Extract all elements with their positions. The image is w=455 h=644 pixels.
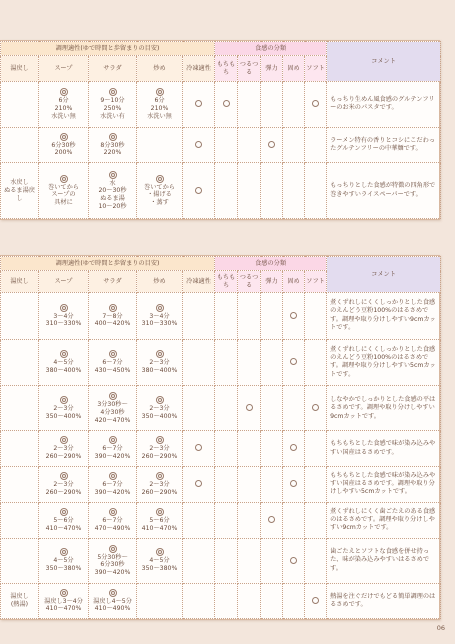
firm-cell	[283, 538, 305, 583]
col-soup: スープ	[39, 271, 89, 293]
itame-cell	[137, 293, 183, 340]
tsurutsuru-cell	[238, 502, 261, 538]
itame-text: 310〜330%	[141, 320, 178, 328]
soup-cell	[39, 386, 89, 431]
tsurutsuru-cell	[238, 431, 261, 466]
tsurutsuru-cell	[238, 163, 261, 219]
salad-text: 9〜10分	[100, 97, 125, 105]
comment-header: コメント	[327, 42, 441, 82]
soup-text: 5〜6分	[53, 516, 74, 524]
circle-icon	[195, 100, 202, 107]
mochimochi-cell	[215, 583, 238, 618]
yumodoshi-text: 湯戻し	[10, 593, 29, 601]
double-circle-icon	[109, 88, 117, 96]
circle-icon	[290, 358, 297, 365]
texture-group-header: 食感の分類	[215, 257, 327, 271]
yumodoshi-cell	[1, 583, 39, 618]
double-circle-icon	[109, 508, 117, 516]
cooking-group-header: 調理適性(ゆで時間と歩留まりの目安)	[1, 257, 215, 271]
mochimochi-cell	[215, 538, 238, 583]
salad-text: 6〜7分	[102, 445, 123, 453]
salad-text: ぬるま湯	[100, 195, 125, 203]
itame-text: 260〜290%	[141, 453, 178, 461]
tsurutsuru-cell	[238, 82, 261, 128]
soft-cell	[305, 386, 327, 431]
table-row	[1, 386, 441, 431]
circle-icon	[268, 141, 275, 148]
firm-cell	[283, 293, 305, 340]
salad-text: 6〜7分	[102, 359, 123, 367]
double-circle-icon	[109, 304, 117, 312]
table-row	[1, 293, 441, 340]
mochimochi-cell	[215, 466, 238, 502]
salad-cell	[89, 82, 137, 128]
tsurutsuru-cell	[238, 538, 261, 583]
circle-icon	[312, 404, 319, 411]
double-circle-icon	[60, 548, 68, 556]
freeze-cell	[183, 163, 215, 219]
itame-cell	[137, 386, 183, 431]
itame-cell	[137, 466, 183, 502]
salad-cell	[89, 466, 137, 502]
yumodoshi-text: ぬるま湯戻し	[4, 186, 35, 202]
circle-icon	[290, 312, 297, 319]
table-row	[1, 466, 441, 502]
cooking-group-header: 調理適性(ゆで時間と歩留まりの目安)	[1, 42, 215, 56]
soup-text: 380〜400%	[45, 366, 82, 374]
salad-text: 湯戻し4〜5分	[93, 597, 132, 605]
soup-text: 6分	[58, 97, 69, 105]
elastic-cell	[261, 127, 283, 163]
salad-text: 20〜30秒	[98, 187, 127, 195]
product-table-2	[0, 255, 440, 620]
circle-icon	[195, 444, 202, 451]
salad-text: 420〜470%	[94, 416, 131, 424]
product-table-1	[0, 40, 440, 220]
comment-cell: もっちり生めん風食感のグルテンフリーのお米のパスタです。	[327, 82, 441, 128]
double-circle-icon	[109, 133, 117, 141]
circle-icon	[223, 100, 230, 107]
col-freeze: 冷凍適性	[183, 56, 215, 82]
elastic-cell	[261, 466, 283, 502]
table-row	[1, 82, 441, 128]
circle-icon	[312, 597, 319, 604]
salad-text: 410〜490%	[94, 605, 131, 613]
double-circle-icon	[60, 304, 68, 312]
mochimochi-cell	[215, 339, 238, 386]
salad-text: 4分30秒	[100, 409, 125, 416]
itame-text: 3〜4分	[149, 312, 170, 320]
soup-text: 2〜3分	[53, 445, 74, 453]
soup-text: 具材に	[54, 199, 73, 207]
mochimochi-cell	[215, 127, 238, 163]
tsurutsuru-cell	[238, 339, 261, 386]
freeze-cell	[183, 502, 215, 538]
salad-text: 470〜490%	[94, 524, 131, 532]
soup-text: 410〜470%	[45, 605, 82, 613]
salad-cell	[89, 386, 137, 431]
col-firm: 固め	[283, 56, 305, 82]
circle-icon	[195, 187, 202, 194]
elastic-cell	[261, 82, 283, 128]
yumodoshi-cell	[1, 127, 39, 163]
soup-text: 350〜380%	[45, 565, 82, 573]
table-row	[1, 538, 441, 583]
col-itame: 炒め	[137, 56, 183, 82]
soup-text: 6分30秒	[51, 141, 76, 149]
double-circle-icon	[156, 396, 164, 404]
salad-text: 390〜420%	[94, 569, 131, 577]
firm-cell	[283, 127, 305, 163]
comment-header: コメント	[327, 257, 441, 293]
itame-text: 260〜290%	[141, 488, 178, 496]
itame-text: 水洗い無	[147, 112, 172, 120]
comment-cell: もっちりとした食感が特徴の四角形で巻きやすいライスペーパーです。	[327, 163, 441, 219]
itame-text: ・揚げる	[147, 191, 172, 199]
itame-cell	[137, 583, 183, 618]
salad-text: 7〜8分	[102, 312, 123, 320]
soup-text: 260〜290%	[45, 453, 82, 461]
soup-text: スープの	[51, 191, 76, 199]
salad-text: 6〜7分	[102, 480, 123, 488]
double-circle-icon	[60, 175, 68, 183]
freeze-cell	[183, 538, 215, 583]
col-soft: ソフト	[305, 56, 327, 82]
soup-text: 310〜330%	[45, 320, 82, 328]
soft-cell	[305, 431, 327, 466]
col-soup: スープ	[39, 56, 89, 82]
salad-text: 400〜420%	[94, 320, 131, 328]
comment-cell: もちもちとした食感で味が染み込みやすい国産はるさめです。	[327, 431, 441, 466]
itame-text: 350〜400%	[141, 412, 178, 420]
yumodoshi-text: (熱湯)	[10, 600, 29, 608]
itame-text: 5〜6分	[149, 516, 170, 524]
soup-text: 350〜400%	[45, 412, 82, 420]
texture-group-header: 食感の分類	[215, 42, 327, 56]
mochimochi-cell	[215, 502, 238, 538]
page-number: 06	[436, 624, 445, 632]
elastic-cell	[261, 538, 283, 583]
soft-cell	[305, 502, 327, 538]
salad-cell	[89, 339, 137, 386]
salad-text: 220%	[103, 149, 122, 157]
comment-cell: 煮くずれしにくく歯ごたえのある食感のはるさめです。調理や取り分けしやすい9cmカットです。	[327, 502, 441, 538]
soup-text: 2〜3分	[53, 480, 74, 488]
itame-cell	[137, 82, 183, 128]
double-circle-icon	[60, 472, 68, 480]
tsurutsuru-cell	[238, 386, 261, 431]
yumodoshi-cell	[1, 386, 39, 431]
soup-text: 水洗い無	[51, 112, 76, 120]
soup-cell	[39, 293, 89, 340]
elastic-cell	[261, 386, 283, 431]
yumodoshi-text: 水戻し	[10, 179, 29, 187]
soup-cell	[39, 82, 89, 128]
table-row	[1, 583, 441, 618]
soup-cell	[39, 127, 89, 163]
soft-cell	[305, 339, 327, 386]
salad-cell	[89, 163, 137, 219]
double-circle-icon	[60, 396, 68, 404]
itame-text: 380〜400%	[141, 366, 178, 374]
col-mochimochi: もちもち	[215, 271, 238, 293]
soup-text: 巻いてから	[48, 183, 79, 191]
double-circle-icon	[60, 350, 68, 358]
soup-text: 2〜3分	[53, 405, 74, 413]
salad-text: 水洗い有	[100, 112, 125, 120]
soup-text: 200%	[54, 149, 73, 157]
soft-cell	[305, 538, 327, 583]
soup-cell	[39, 163, 89, 219]
comment-cell: 歯ごたえとソフトな食感を併せ持った、味が染み込みやすいはるさめです。	[327, 538, 441, 583]
salad-text: 8分30秒	[100, 141, 125, 149]
table-row	[1, 127, 441, 163]
tsurutsuru-cell	[238, 127, 261, 163]
salad-cell	[89, 293, 137, 340]
firm-cell	[283, 339, 305, 386]
salad-text: 6分30秒	[100, 561, 125, 569]
salad-text: 250%	[103, 104, 122, 112]
soup-text: 410〜470%	[45, 524, 82, 532]
double-circle-icon	[156, 304, 164, 312]
comment-cell: しなやかでしっかりとした食感の平はるさめです。調理や取り分けしやすい9cmカットです。	[327, 386, 441, 431]
col-salad: サラダ	[89, 56, 137, 82]
salad-cell	[89, 538, 137, 583]
soup-text: 210%	[54, 104, 73, 112]
double-circle-icon	[156, 436, 164, 444]
tsurutsuru-cell	[238, 583, 261, 618]
soft-cell	[305, 163, 327, 219]
col-tsurutsuru: つるつる	[238, 56, 261, 82]
salad-text: 390〜420%	[94, 488, 131, 496]
double-circle-icon	[109, 545, 117, 553]
yumodoshi-cell	[1, 466, 39, 502]
table-row	[1, 163, 441, 219]
col-mochimochi: もちもち	[215, 56, 238, 82]
table-row	[1, 502, 441, 538]
comment-cell: 煮くずれしにくくしっかりとした食感のえんどう豆粉100%のはるさめです。調理や取り分けしやすい5cmカットです。	[327, 339, 441, 386]
freeze-cell	[183, 127, 215, 163]
salad-cell	[89, 127, 137, 163]
col-tsurutsuru: つるつる	[238, 271, 261, 293]
double-circle-icon	[60, 508, 68, 516]
itame-text: 2〜3分	[149, 359, 170, 367]
col-firm: 固め	[283, 271, 305, 293]
soup-text: 3〜4分	[53, 312, 74, 320]
freeze-cell	[183, 339, 215, 386]
double-circle-icon	[156, 472, 164, 480]
soup-cell	[39, 339, 89, 386]
firm-cell	[283, 431, 305, 466]
elastic-cell	[261, 339, 283, 386]
comment-cell: 熱湯を注ぐだけでもどる簡単調理のはるさめです。	[327, 583, 441, 618]
double-circle-icon	[156, 175, 164, 183]
double-circle-icon	[109, 171, 117, 179]
circle-icon	[290, 444, 297, 451]
mochimochi-cell	[215, 82, 238, 128]
double-circle-icon	[156, 88, 164, 96]
firm-cell	[283, 502, 305, 538]
circle-icon	[195, 141, 202, 148]
double-circle-icon	[156, 548, 164, 556]
firm-cell	[283, 82, 305, 128]
double-circle-icon	[109, 392, 117, 400]
circle-icon	[290, 557, 297, 564]
table-row	[1, 431, 441, 466]
double-circle-icon	[109, 436, 117, 444]
soup-cell	[39, 538, 89, 583]
yumodoshi-cell	[1, 538, 39, 583]
salad-cell	[89, 583, 137, 618]
firm-cell	[283, 386, 305, 431]
circle-icon	[246, 404, 253, 411]
double-circle-icon	[109, 350, 117, 358]
soup-text: 湯戻し3〜4分	[44, 597, 83, 605]
itame-cell	[137, 339, 183, 386]
firm-cell	[283, 466, 305, 502]
table-row	[1, 339, 441, 386]
col-elastic: 弾力	[261, 56, 283, 82]
itame-text: 410〜470%	[141, 524, 178, 532]
yumodoshi-cell	[1, 82, 39, 128]
salad-text: 3分30秒〜	[97, 401, 128, 409]
salad-text: 5分30秒〜	[97, 553, 128, 561]
freeze-cell	[183, 82, 215, 128]
elastic-cell	[261, 163, 283, 219]
tsurutsuru-cell	[238, 293, 261, 340]
salad-cell	[89, 502, 137, 538]
soup-cell	[39, 431, 89, 466]
yumodoshi-cell	[1, 431, 39, 466]
elastic-cell	[261, 583, 283, 618]
soup-text: 4〜5分	[53, 359, 74, 367]
soup-cell	[39, 502, 89, 538]
double-circle-icon	[60, 436, 68, 444]
itame-cell	[137, 502, 183, 538]
itame-text: 巻いてから	[144, 183, 175, 191]
soft-cell	[305, 127, 327, 163]
col-salad: サラダ	[89, 271, 137, 293]
salad-text: 430〜450%	[94, 366, 131, 374]
soup-cell	[39, 466, 89, 502]
double-circle-icon	[109, 472, 117, 480]
soft-cell	[305, 82, 327, 128]
circle-icon	[312, 100, 319, 107]
double-circle-icon	[60, 133, 68, 141]
circle-icon	[268, 516, 275, 523]
elastic-cell	[261, 431, 283, 466]
soft-cell	[305, 293, 327, 340]
double-circle-icon	[60, 589, 68, 597]
freeze-cell	[183, 583, 215, 618]
circle-icon	[195, 480, 202, 487]
elastic-cell	[261, 293, 283, 340]
mochimochi-cell	[215, 386, 238, 431]
itame-cell	[137, 127, 183, 163]
col-elastic: 弾力	[261, 271, 283, 293]
salad-text: 水	[109, 179, 116, 187]
soup-cell	[39, 583, 89, 618]
comment-cell: 煮くずれしにくくしっかりとした食感のえんどう豆粉100%のはるさめです。調理や取り分けしやすい9cmカットです。	[327, 293, 441, 340]
mochimochi-cell	[215, 163, 238, 219]
itame-text: 2〜3分	[149, 405, 170, 413]
itame-text: 210%	[150, 104, 169, 112]
col-yumodoshi: 湯戻し	[1, 56, 39, 82]
salad-text: 6〜7分	[102, 516, 123, 524]
col-itame: 炒め	[137, 271, 183, 293]
itame-text: 2〜3分	[149, 480, 170, 488]
col-soft: ソフト	[305, 271, 327, 293]
double-circle-icon	[109, 589, 117, 597]
comment-cell: もちもちとした食感で味が染み込みやすい国産はるさめです。調理や取り分けしやすい5cmカットです。	[327, 466, 441, 502]
double-circle-icon	[156, 508, 164, 516]
col-yumodoshi: 湯戻し	[1, 271, 39, 293]
tsurutsuru-cell	[238, 466, 261, 502]
yumodoshi-cell	[1, 163, 39, 219]
elastic-cell	[261, 502, 283, 538]
itame-text: 4〜5分	[149, 557, 170, 565]
mochimochi-cell	[215, 431, 238, 466]
yumodoshi-cell	[1, 339, 39, 386]
soup-text: 4〜5分	[53, 557, 74, 565]
freeze-cell	[183, 431, 215, 466]
firm-cell	[283, 163, 305, 219]
yumodoshi-cell	[1, 502, 39, 538]
salad-text: 10〜20秒	[98, 202, 127, 210]
yumodoshi-cell	[1, 293, 39, 340]
col-freeze: 冷凍適性	[183, 271, 215, 293]
double-circle-icon	[60, 88, 68, 96]
comment-cell: ラーメン特有の香りとコシにこだわったグルテンフリーの中華麺です。	[327, 127, 441, 163]
salad-text: 390〜420%	[94, 453, 131, 461]
freeze-cell	[183, 386, 215, 431]
soft-cell	[305, 583, 327, 618]
itame-cell	[137, 538, 183, 583]
freeze-cell	[183, 466, 215, 502]
itame-text: 2〜3分	[149, 445, 170, 453]
circle-icon	[290, 480, 297, 487]
itame-cell	[137, 163, 183, 219]
itame-text: ・蒸す	[150, 199, 169, 207]
itame-text: 6分	[154, 97, 165, 105]
itame-text: 350〜380%	[141, 565, 178, 573]
salad-cell	[89, 431, 137, 466]
itame-cell	[137, 431, 183, 466]
firm-cell	[283, 583, 305, 618]
mochimochi-cell	[215, 293, 238, 340]
freeze-cell	[183, 293, 215, 340]
soup-text: 260〜290%	[45, 488, 82, 496]
soft-cell	[305, 466, 327, 502]
double-circle-icon	[156, 350, 164, 358]
